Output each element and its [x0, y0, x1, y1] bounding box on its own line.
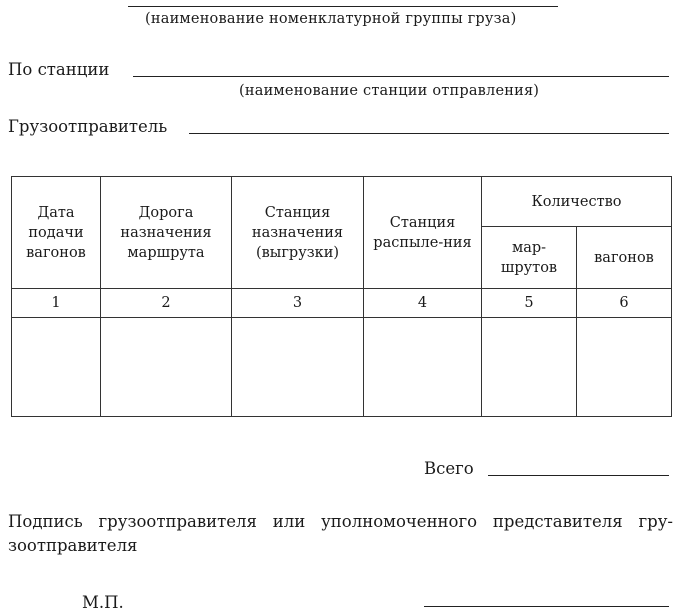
signature-text	[8, 510, 673, 558]
col-number: 6	[577, 289, 672, 318]
signature-text-line2: зоотправителя	[8, 536, 138, 555]
header-quantity: Количество	[482, 177, 672, 227]
shipper-label: Грузоотправитель	[8, 117, 168, 136]
col-number: 4	[364, 289, 482, 318]
col-number: 5	[482, 289, 577, 318]
group-name-caption: (наименование номенклатурной группы груза)	[145, 11, 517, 27]
cell-date[interactable]	[12, 318, 101, 417]
col-number: 3	[232, 289, 364, 318]
signature-text-line1: Подпись грузоотправителя или уполномоченного представителя гру-	[8, 512, 673, 531]
wagon-table	[11, 176, 672, 417]
station-caption: (наименование станции отправления)	[239, 83, 540, 99]
col-number: 1	[12, 289, 101, 318]
cell-dest-station[interactable]	[232, 318, 364, 417]
header-spray-station: Станция распыле-ния	[364, 177, 482, 289]
col-number: 2	[101, 289, 232, 318]
stamp-label: М.П.	[82, 593, 124, 612]
group-name-line[interactable]	[128, 6, 558, 7]
cell-road[interactable]	[101, 318, 232, 417]
header-road: Дорога назначения маршрута	[101, 177, 232, 289]
cell-routes[interactable]	[482, 318, 577, 417]
signature-line[interactable]	[424, 606, 669, 607]
header-date: Дата подачи вагонов	[12, 177, 101, 289]
total-line[interactable]	[488, 475, 669, 476]
total-label: Всего	[424, 459, 474, 478]
header-wagons: вагонов	[577, 227, 672, 289]
shipper-line[interactable]	[189, 133, 669, 134]
header-dest-station: Станция назначения (выгрузки)	[232, 177, 364, 289]
cell-wagons[interactable]	[577, 318, 672, 417]
station-label: По станции	[8, 60, 110, 79]
cell-spray-station[interactable]	[364, 318, 482, 417]
station-line[interactable]	[133, 76, 669, 77]
header-routes: мар-шрутов	[482, 227, 577, 289]
